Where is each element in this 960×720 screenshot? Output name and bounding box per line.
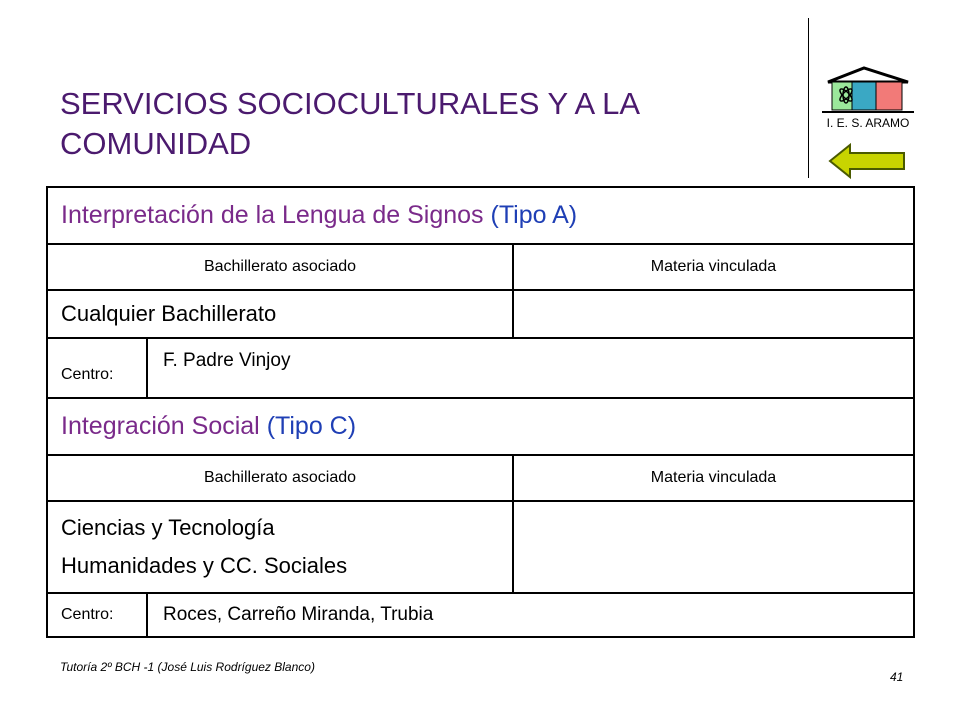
section-a-centro-label: Centro: (47, 338, 147, 398)
page-title-line-1: SERVICIOS SOCIOCULTURALES Y A LA (60, 86, 641, 121)
vertical-divider (808, 18, 809, 178)
section-a-column-headers (47, 244, 914, 290)
page-number: 41 (890, 670, 904, 684)
section-a-centro-value: F. Padre Vinjoy (147, 338, 914, 398)
section-c-bachillerato-2: Humanidades y CC. Sociales (61, 553, 348, 578)
section-c-centro-value: Roces, Carreño Miranda, Trubia (147, 593, 914, 637)
logo-caption: I. E. S. ARAMO (826, 116, 910, 130)
section-c-column-headers (47, 455, 914, 501)
back-button[interactable] (828, 142, 908, 180)
section-c-bachillerato-1: Ciencias y Tecnología (61, 515, 275, 540)
section-a-data-row (47, 290, 914, 338)
section-a-tipo: (Tipo A) (490, 201, 578, 229)
section-c-centro-label: Centro: (47, 593, 147, 637)
section-a-header-row (47, 187, 914, 244)
section-a-col-materia: Materia vinculada (513, 244, 914, 290)
section-c-title (47, 398, 914, 455)
section-c-tipo: (Tipo C) (266, 412, 357, 440)
section-c-col-materia: Materia vinculada (513, 455, 914, 501)
section-c-col-bachillerato: Bachillerato asociado (47, 455, 513, 501)
page-title-line-2: COMUNIDAD (60, 126, 252, 161)
section-a-materia-cell (513, 290, 914, 338)
page-title (60, 84, 760, 164)
section-c-data-row (47, 501, 914, 593)
section-c-bachillerato-cell (47, 501, 513, 593)
section-a-bachillerato-cell: Cualquier Bachillerato (47, 290, 513, 338)
section-c-centro-row (47, 593, 914, 637)
left-arrow-icon[interactable] (830, 145, 904, 177)
section-a-title (47, 187, 914, 244)
school-logo (818, 64, 918, 134)
section-c-name: Integración Social (61, 412, 260, 440)
footer-author: Tutoría 2º BCH -1 (José Luis Rodríguez Blanco) (60, 660, 315, 674)
section-c-materia-cell (513, 501, 914, 593)
section-a-name: Interpretación de la Lengua de Signos (61, 201, 484, 229)
careers-table (46, 186, 915, 638)
house-logo-icon (822, 68, 914, 112)
section-a-centro-row (47, 338, 914, 398)
section-a-col-bachillerato: Bachillerato asociado (47, 244, 513, 290)
section-c-header-row (47, 398, 914, 455)
